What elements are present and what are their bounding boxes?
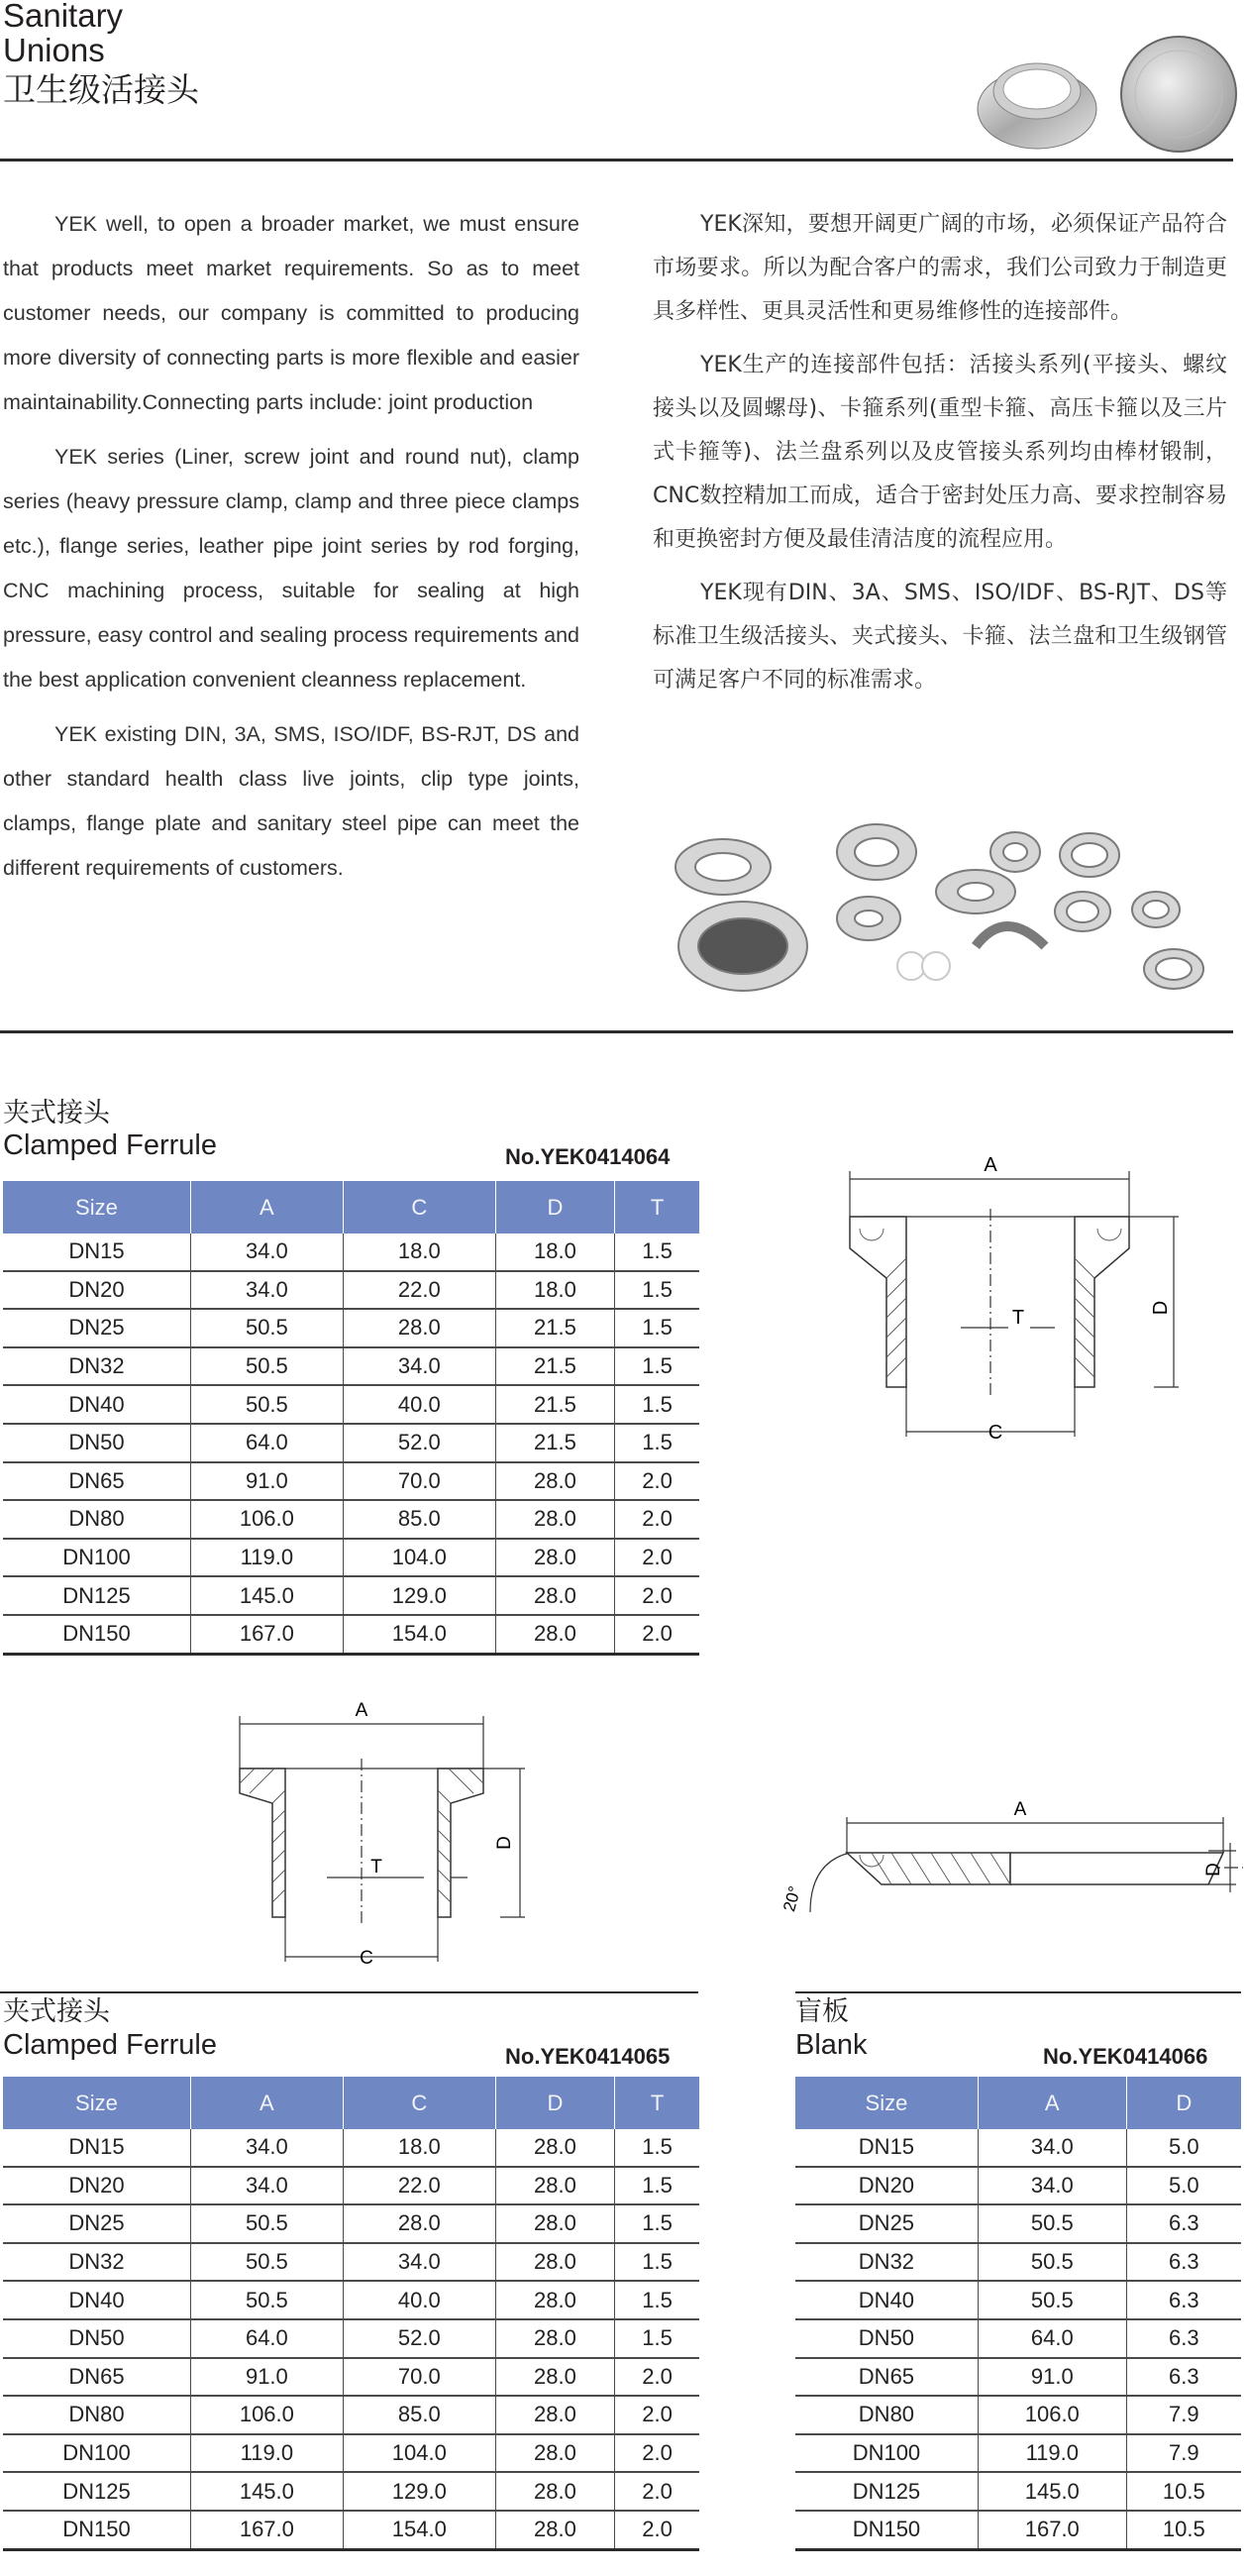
table-cell: 2.0 bbox=[615, 2472, 699, 2511]
table-row bbox=[795, 2434, 1241, 2473]
table-cell: 2.0 bbox=[615, 1539, 699, 1577]
table-cell: 28.0 bbox=[495, 2167, 614, 2205]
column-header: A bbox=[190, 1181, 343, 1234]
section2-divider bbox=[0, 1991, 698, 1993]
table-row bbox=[3, 1576, 699, 1615]
table-cell: 119.0 bbox=[190, 2434, 343, 2473]
table-cell: 50.5 bbox=[978, 2204, 1126, 2243]
table-cell: DN150 bbox=[3, 1615, 190, 1654]
table-cell: 2.0 bbox=[615, 2358, 699, 2397]
table-cell: DN40 bbox=[3, 2281, 190, 2319]
table-cell: 34.0 bbox=[978, 2129, 1126, 2167]
table-cell: 119.0 bbox=[978, 2434, 1126, 2473]
page-title-line1: Sanitary bbox=[3, 0, 124, 34]
table-cell: DN40 bbox=[795, 2281, 978, 2319]
table-cell: 91.0 bbox=[978, 2358, 1126, 2397]
table-cell: DN15 bbox=[3, 1234, 190, 1271]
table-cell: 145.0 bbox=[190, 1576, 343, 1615]
table-cell: 104.0 bbox=[343, 1539, 495, 1577]
section1-title-cn: 夹式接头 bbox=[3, 1098, 110, 1128]
table-row bbox=[3, 2511, 699, 2549]
section1-spec-table bbox=[3, 1181, 699, 1656]
table-cell: 34.0 bbox=[190, 2167, 343, 2205]
table-row bbox=[3, 1309, 699, 1347]
table-cell: 85.0 bbox=[343, 1500, 495, 1539]
column-header: C bbox=[343, 2077, 495, 2129]
diagram-label-a: A bbox=[984, 1154, 997, 1176]
table-cell: DN40 bbox=[3, 1385, 190, 1424]
table-cell: 50.5 bbox=[190, 2281, 343, 2319]
table-cell: 154.0 bbox=[343, 1615, 495, 1654]
diagram-label-c: C bbox=[360, 1948, 373, 1969]
table-cell: DN15 bbox=[795, 2129, 978, 2167]
table-cell: 167.0 bbox=[978, 2511, 1126, 2549]
table-row bbox=[795, 2281, 1241, 2319]
table-cell: 7.9 bbox=[1126, 2434, 1241, 2473]
table-row bbox=[3, 1385, 699, 1424]
column-header: Size bbox=[795, 2077, 978, 2129]
diagram-label-d: D bbox=[494, 1836, 515, 1850]
table-cell: 22.0 bbox=[343, 2167, 495, 2205]
table-row bbox=[3, 1234, 699, 1271]
table-cell: DN100 bbox=[3, 1539, 190, 1577]
table-cell: 52.0 bbox=[343, 2319, 495, 2358]
table-cell: 28.0 bbox=[495, 1539, 614, 1577]
section2-part-number: No.YEK0414065 bbox=[505, 2044, 671, 2069]
table-cell: DN25 bbox=[3, 2204, 190, 2243]
table-cell: 50.5 bbox=[978, 2243, 1126, 2282]
table-cell: 50.5 bbox=[190, 2204, 343, 2243]
table-cell: 28.0 bbox=[495, 2319, 614, 2358]
table-cell: 119.0 bbox=[190, 1539, 343, 1577]
header-divider bbox=[0, 159, 1233, 161]
table-cell: 167.0 bbox=[190, 2511, 343, 2549]
table-row bbox=[3, 1347, 699, 1386]
table-row bbox=[3, 1462, 699, 1501]
table-cell: DN32 bbox=[3, 1347, 190, 1386]
column-header: T bbox=[615, 2077, 699, 2129]
section3-spec-table bbox=[795, 2077, 1241, 2551]
intro-text-en bbox=[3, 202, 579, 901]
table-cell: 1.5 bbox=[615, 2281, 699, 2319]
table-row bbox=[795, 2472, 1241, 2511]
table-cell: 7.9 bbox=[1126, 2396, 1241, 2434]
table-row bbox=[795, 2396, 1241, 2434]
diagram-label-t: T bbox=[370, 1857, 382, 1878]
table-row bbox=[795, 2167, 1241, 2205]
table-row bbox=[3, 2434, 699, 2473]
table-cell: 85.0 bbox=[343, 2396, 495, 2434]
intro-cn-paragraph: YEK现有DIN、3A、SMS、ISO/IDF、BS-RJT、DS等标准卫生级活接头、夹式接头、卡箍、法兰盘和卫生级钢管可满足客户不同的标准需求。 bbox=[653, 581, 1227, 693]
table-cell: 28.0 bbox=[495, 1615, 614, 1654]
table-cell: 6.3 bbox=[1126, 2243, 1241, 2282]
table-cell: DN125 bbox=[3, 2472, 190, 2511]
intro-en-paragraph: YEK series (Liner, screw joint and round nut), clamp series (heavy pressure clamp, clamp and three piece clamps etc.), flange series, leather pipe joint series by rod forging, CNC machining process, suitable for sealing at high pressure, easy control and sealing process requirements and the best application convenient cleanness replacement. bbox=[3, 445, 580, 692]
table-row bbox=[3, 2396, 699, 2434]
table-cell: 1.5 bbox=[615, 2243, 699, 2282]
table-cell: DN50 bbox=[3, 2319, 190, 2358]
table-row bbox=[3, 1539, 699, 1577]
table-cell: 34.0 bbox=[190, 1234, 343, 1271]
intro-en-paragraph: YEK well, to open a broader market, we must ensure that products meet market requirements. So as to meet customer needs, our company is committed to producing more diversity of connecting parts is more flexible and easier maintainability.Connecting parts include: joint production bbox=[3, 212, 579, 414]
section2-dimension-diagram bbox=[228, 1694, 545, 1982]
table-cell: 70.0 bbox=[343, 1462, 495, 1501]
table-cell: 64.0 bbox=[978, 2319, 1126, 2358]
page-title-cn: 卫生级活接头 bbox=[3, 70, 199, 109]
table-cell: 21.5 bbox=[495, 1424, 614, 1462]
table-cell: 21.5 bbox=[495, 1309, 614, 1347]
table-row bbox=[3, 2129, 699, 2167]
table-cell: 2.0 bbox=[615, 1500, 699, 1539]
table-header-row bbox=[3, 2077, 699, 2129]
table-cell: 5.0 bbox=[1126, 2167, 1241, 2205]
table-row bbox=[3, 2358, 699, 2397]
diagram-label-t: T bbox=[1011, 1307, 1025, 1329]
table-cell: 28.0 bbox=[495, 1462, 614, 1501]
table-cell: DN20 bbox=[3, 2167, 190, 2205]
table-cell: 1.5 bbox=[615, 1424, 699, 1462]
table-cell: 28.0 bbox=[495, 2281, 614, 2319]
table-cell: 104.0 bbox=[343, 2434, 495, 2473]
table-cell: 145.0 bbox=[190, 2472, 343, 2511]
table-cell: 6.3 bbox=[1126, 2319, 1241, 2358]
table-row bbox=[3, 2281, 699, 2319]
table-cell: 2.0 bbox=[615, 2434, 699, 2473]
table-cell: 21.5 bbox=[495, 1347, 614, 1386]
table-cell: 10.5 bbox=[1126, 2511, 1241, 2549]
table-cell: 6.3 bbox=[1126, 2358, 1241, 2397]
table-cell: 1.5 bbox=[615, 1309, 699, 1347]
column-header: C bbox=[343, 1181, 495, 1234]
table-cell: 40.0 bbox=[343, 1385, 495, 1424]
table-cell: 1.5 bbox=[615, 2129, 699, 2167]
table-cell: DN80 bbox=[3, 2396, 190, 2434]
table-cell: DN125 bbox=[3, 1576, 190, 1615]
table-cell: DN20 bbox=[795, 2167, 978, 2205]
table-cell: 1.5 bbox=[615, 2167, 699, 2205]
table-cell: 34.0 bbox=[190, 2129, 343, 2167]
section3-title-en: Blank bbox=[795, 2029, 868, 2061]
table-cell: 1.5 bbox=[615, 1234, 699, 1271]
column-header: A bbox=[190, 2077, 343, 2129]
intro-cn-paragraph: YEK深知，要想开阔更广阔的市场，必须保证产品符合市场要求。所以为配合客户的需求，我们公司致力于制造更具多样性、更具灵活性和更易维修性的连接部件。 bbox=[653, 212, 1227, 324]
table-cell: 50.5 bbox=[190, 1385, 343, 1424]
table-cell: DN25 bbox=[3, 1309, 190, 1347]
column-header: Size bbox=[3, 1181, 190, 1234]
table-cell: 64.0 bbox=[190, 1424, 343, 1462]
table-cell: 21.5 bbox=[495, 1385, 614, 1424]
table-cell: 34.0 bbox=[343, 2243, 495, 2282]
table-cell: DN65 bbox=[3, 2358, 190, 2397]
product-collage-photo bbox=[649, 807, 1243, 1006]
table-row bbox=[3, 1271, 699, 1310]
section1-dimension-diagram bbox=[832, 1149, 1228, 1466]
column-header: D bbox=[1126, 2077, 1241, 2129]
table-cell: 129.0 bbox=[343, 1576, 495, 1615]
table-row bbox=[795, 2358, 1241, 2397]
column-header: D bbox=[495, 1181, 614, 1234]
table-cell: 10.5 bbox=[1126, 2472, 1241, 2511]
diagram-label-d: D bbox=[1203, 1863, 1224, 1877]
table-cell: 6.3 bbox=[1126, 2281, 1241, 2319]
table-cell: DN100 bbox=[795, 2434, 978, 2473]
table-cell: 2.0 bbox=[615, 1615, 699, 1654]
table-row bbox=[3, 2204, 699, 2243]
table-row bbox=[3, 2167, 699, 2205]
column-header: Size bbox=[3, 2077, 190, 2129]
table-cell: 106.0 bbox=[978, 2396, 1126, 2434]
table-cell: 106.0 bbox=[190, 2396, 343, 2434]
table-cell: 2.0 bbox=[615, 2396, 699, 2434]
column-header: D bbox=[495, 2077, 614, 2129]
table-cell: 18.0 bbox=[343, 2129, 495, 2167]
table-header-row bbox=[795, 2077, 1241, 2129]
table-cell: 91.0 bbox=[190, 1462, 343, 1501]
table-row bbox=[3, 2472, 699, 2511]
table-cell: 28.0 bbox=[495, 2396, 614, 2434]
table-cell: 28.0 bbox=[495, 2434, 614, 2473]
intro-divider bbox=[0, 1030, 1233, 1033]
table-cell: 28.0 bbox=[495, 2511, 614, 2549]
table-cell: 154.0 bbox=[343, 2511, 495, 2549]
table-header-row bbox=[3, 1181, 699, 1234]
product-photo-ferrule-and-blank bbox=[976, 30, 1243, 159]
table-cell: DN32 bbox=[3, 2243, 190, 2282]
table-cell: 1.5 bbox=[615, 2319, 699, 2358]
table-row bbox=[3, 1424, 699, 1462]
table-cell: DN50 bbox=[795, 2319, 978, 2358]
table-cell: 1.5 bbox=[615, 1271, 699, 1310]
table-cell: 50.5 bbox=[190, 1309, 343, 1347]
table-cell: 28.0 bbox=[495, 2129, 614, 2167]
intro-en-paragraph: YEK existing DIN, 3A, SMS, ISO/IDF, BS-RJT, DS and other standard health class live joints, clip type joints, clamps, flange plate and sanitary steel pipe can meet the different requirements of customers. bbox=[3, 722, 579, 880]
table-cell: 1.5 bbox=[615, 1385, 699, 1424]
diagram-label-a: A bbox=[355, 1700, 368, 1721]
table-cell: 28.0 bbox=[495, 2472, 614, 2511]
table-cell: 28.0 bbox=[343, 2204, 495, 2243]
table-cell: 40.0 bbox=[343, 2281, 495, 2319]
table-cell: 50.5 bbox=[190, 1347, 343, 1386]
page-title-en bbox=[3, 0, 123, 67]
table-cell: DN150 bbox=[795, 2511, 978, 2549]
table-cell: 1.5 bbox=[615, 2204, 699, 2243]
table-cell: 22.0 bbox=[343, 1271, 495, 1310]
table-cell: 52.0 bbox=[343, 1424, 495, 1462]
table-cell: 2.0 bbox=[615, 1462, 699, 1501]
table-cell: 50.5 bbox=[978, 2281, 1126, 2319]
table-cell: DN32 bbox=[795, 2243, 978, 2282]
column-header: T bbox=[615, 1181, 699, 1234]
diagram-label-a: A bbox=[1013, 1799, 1027, 1820]
table-row bbox=[795, 2243, 1241, 2282]
intro-cn-paragraph: YEK生产的连接部件包括：活接头系列(平接头、螺纹接头以及圆螺母)、卡箍系列(重型卡箍、高压卡箍以及三片式卡箍等)、法兰盘系列以及皮管接头系列均由棒材锻制，CNC数控精加工而成，适合于密封处压力高、要求控制容易和更换密封方便及最佳清洁度的流程应用。 bbox=[653, 353, 1227, 552]
section1-part-number: No.YEK0414064 bbox=[505, 1144, 671, 1169]
table-cell: 28.0 bbox=[495, 1500, 614, 1539]
section2-title-cn: 夹式接头 bbox=[3, 1996, 110, 2027]
table-cell: 50.5 bbox=[190, 2243, 343, 2282]
table-row bbox=[795, 2204, 1241, 2243]
table-row bbox=[3, 2319, 699, 2358]
table-cell: 106.0 bbox=[190, 1500, 343, 1539]
table-cell: 28.0 bbox=[495, 2358, 614, 2397]
column-header: A bbox=[978, 2077, 1126, 2129]
table-cell: 129.0 bbox=[343, 2472, 495, 2511]
table-cell: DN80 bbox=[795, 2396, 978, 2434]
table-cell: 28.0 bbox=[495, 2204, 614, 2243]
diagram-label-angle: 20° bbox=[779, 1883, 805, 1914]
table-cell: 28.0 bbox=[495, 2243, 614, 2282]
table-cell: DN150 bbox=[3, 2511, 190, 2549]
table-cell: DN25 bbox=[795, 2204, 978, 2243]
table-row bbox=[795, 2129, 1241, 2167]
table-cell: DN20 bbox=[3, 1271, 190, 1310]
table-cell: DN125 bbox=[795, 2472, 978, 2511]
section3-dimension-diagram bbox=[773, 1783, 1243, 1932]
table-cell: 34.0 bbox=[343, 1347, 495, 1386]
table-row bbox=[795, 2511, 1241, 2549]
table-cell: 18.0 bbox=[495, 1234, 614, 1271]
section2-title-en: Clamped Ferrule bbox=[3, 2029, 217, 2061]
table-cell: 18.0 bbox=[495, 1271, 614, 1310]
intro-text-cn bbox=[653, 203, 1227, 712]
section1-title-en: Clamped Ferrule bbox=[3, 1129, 217, 1161]
page-title-line2: Unions bbox=[3, 32, 105, 68]
diagram-label-d: D bbox=[1150, 1300, 1172, 1316]
table-cell: DN100 bbox=[3, 2434, 190, 2473]
section3-title-cn: 盲板 bbox=[795, 1996, 849, 2027]
section3-part-number: No.YEK0414066 bbox=[1043, 2044, 1208, 2069]
table-cell: DN15 bbox=[3, 2129, 190, 2167]
table-cell: 64.0 bbox=[190, 2319, 343, 2358]
table-row bbox=[3, 1615, 699, 1654]
table-cell: 1.5 bbox=[615, 1347, 699, 1386]
table-cell: 5.0 bbox=[1126, 2129, 1241, 2167]
table-cell: DN65 bbox=[3, 1462, 190, 1501]
table-cell: 28.0 bbox=[495, 1576, 614, 1615]
table-cell: 28.0 bbox=[343, 1309, 495, 1347]
section3-divider bbox=[795, 1991, 1241, 1993]
table-cell: 145.0 bbox=[978, 2472, 1126, 2511]
table-cell: 70.0 bbox=[343, 2358, 495, 2397]
table-cell: 34.0 bbox=[190, 1271, 343, 1310]
table-cell: 167.0 bbox=[190, 1615, 343, 1654]
table-cell: 6.3 bbox=[1126, 2204, 1241, 2243]
table-cell: DN50 bbox=[3, 1424, 190, 1462]
diagram-label-c: C bbox=[987, 1422, 1003, 1444]
section2-spec-table bbox=[3, 2077, 699, 2551]
table-row bbox=[3, 1500, 699, 1539]
table-cell: DN65 bbox=[795, 2358, 978, 2397]
table-cell: 2.0 bbox=[615, 2511, 699, 2549]
table-cell: 91.0 bbox=[190, 2358, 343, 2397]
table-row bbox=[3, 2243, 699, 2282]
table-cell: 2.0 bbox=[615, 1576, 699, 1615]
table-cell: 18.0 bbox=[343, 1234, 495, 1271]
table-cell: DN80 bbox=[3, 1500, 190, 1539]
table-row bbox=[795, 2319, 1241, 2358]
table-cell: 34.0 bbox=[978, 2167, 1126, 2205]
